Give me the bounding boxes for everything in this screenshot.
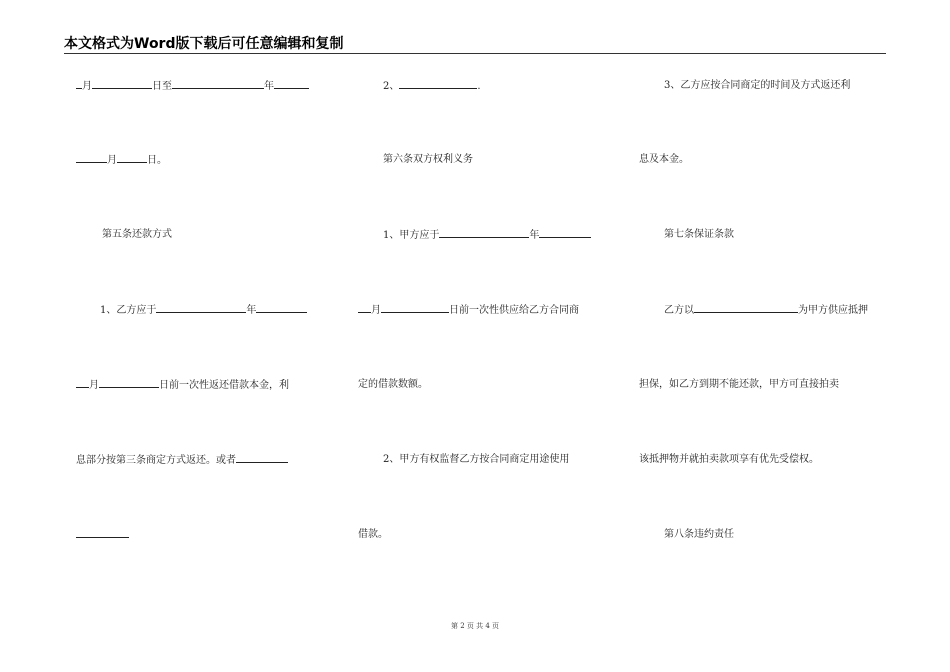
col2-line-6: 2、甲方有权监督乙方按合同商定用途使用 xyxy=(383,454,570,465)
blank-field xyxy=(539,227,591,238)
text-year: 年 xyxy=(264,81,274,92)
header-divider xyxy=(64,53,886,54)
col2-line-5: 定的借款数额。 xyxy=(358,379,428,390)
blank-field xyxy=(172,78,264,89)
col1-line-7 xyxy=(76,527,129,543)
blank-field xyxy=(236,452,288,463)
blank-field xyxy=(399,78,477,89)
text-month: 月 xyxy=(82,81,92,92)
col1-line-6 xyxy=(76,452,288,468)
text-year: 年 xyxy=(246,305,257,316)
text-item-2: 2、 xyxy=(383,81,400,92)
col1-line-4 xyxy=(100,302,307,318)
col3-line-4 xyxy=(664,302,868,318)
blank-field xyxy=(92,78,152,89)
blank-field xyxy=(156,302,246,313)
blank-field xyxy=(358,302,371,313)
blank-field xyxy=(439,227,529,238)
blank-field xyxy=(117,152,147,163)
text-mortgage-supply: 为甲方供应抵押 xyxy=(798,305,868,316)
col1-line-1 xyxy=(76,78,309,94)
section-heading-repayment: 第五条还款方式 xyxy=(102,229,172,240)
section-heading-breach: 第八条违约责任 xyxy=(664,529,734,540)
col2-line-1 xyxy=(383,78,481,94)
blank-field xyxy=(274,78,309,89)
text-month: 月 xyxy=(107,155,117,166)
section-heading-guarantee: 第七条保证条款 xyxy=(664,229,734,240)
text-party-b-due: 1、乙方应于 xyxy=(100,305,157,316)
page-number: 第 2 页 共 4 页 xyxy=(450,622,500,630)
text-principal-return: 日前一次性返还借款本金，利 xyxy=(159,380,289,391)
col3-line-2: 息及本金。 xyxy=(639,154,689,165)
text-period: . xyxy=(477,81,481,92)
section-heading-rights: 第六条双方权利义务 xyxy=(383,154,473,165)
col1-line-2 xyxy=(76,152,167,168)
blank-field xyxy=(694,302,798,313)
text-year: 年 xyxy=(529,230,540,241)
text-day-to: 日至 xyxy=(152,81,172,92)
blank-field xyxy=(99,377,159,388)
blank-field xyxy=(76,527,129,538)
col2-line-7: 借款。 xyxy=(358,529,388,540)
text-party-a-due: 1、甲方应于 xyxy=(383,230,440,241)
col3-line-5: 担保，如乙方到期不能还款，甲方可直接拍卖 xyxy=(639,379,839,390)
col3-line-6: 该抵押物并就拍卖款项享有优先受偿权。 xyxy=(639,454,819,465)
text-interest-clause: 息部分按第三条商定方式返还。或者 xyxy=(76,455,236,466)
col2-line-4 xyxy=(358,302,579,318)
text-party-b-with: 乙方以 xyxy=(664,305,694,316)
text-day: 日。 xyxy=(147,155,167,166)
blank-field xyxy=(76,152,107,163)
text-supply-clause: 日前一次性供应给乙方合同商 xyxy=(449,305,579,316)
text-month: 月 xyxy=(89,380,99,391)
col1-line-5 xyxy=(76,377,289,393)
blank-field xyxy=(381,302,449,313)
text-month: 月 xyxy=(371,305,381,316)
blank-field xyxy=(256,302,307,313)
blank-field xyxy=(76,377,89,388)
col3-line-1: 3、乙方应按合同商定的时间及方式返还利 xyxy=(664,80,851,91)
page-header-title: 本文格式为Word版下载后可任意编辑和复制 xyxy=(64,36,344,52)
col2-line-3 xyxy=(383,227,591,243)
